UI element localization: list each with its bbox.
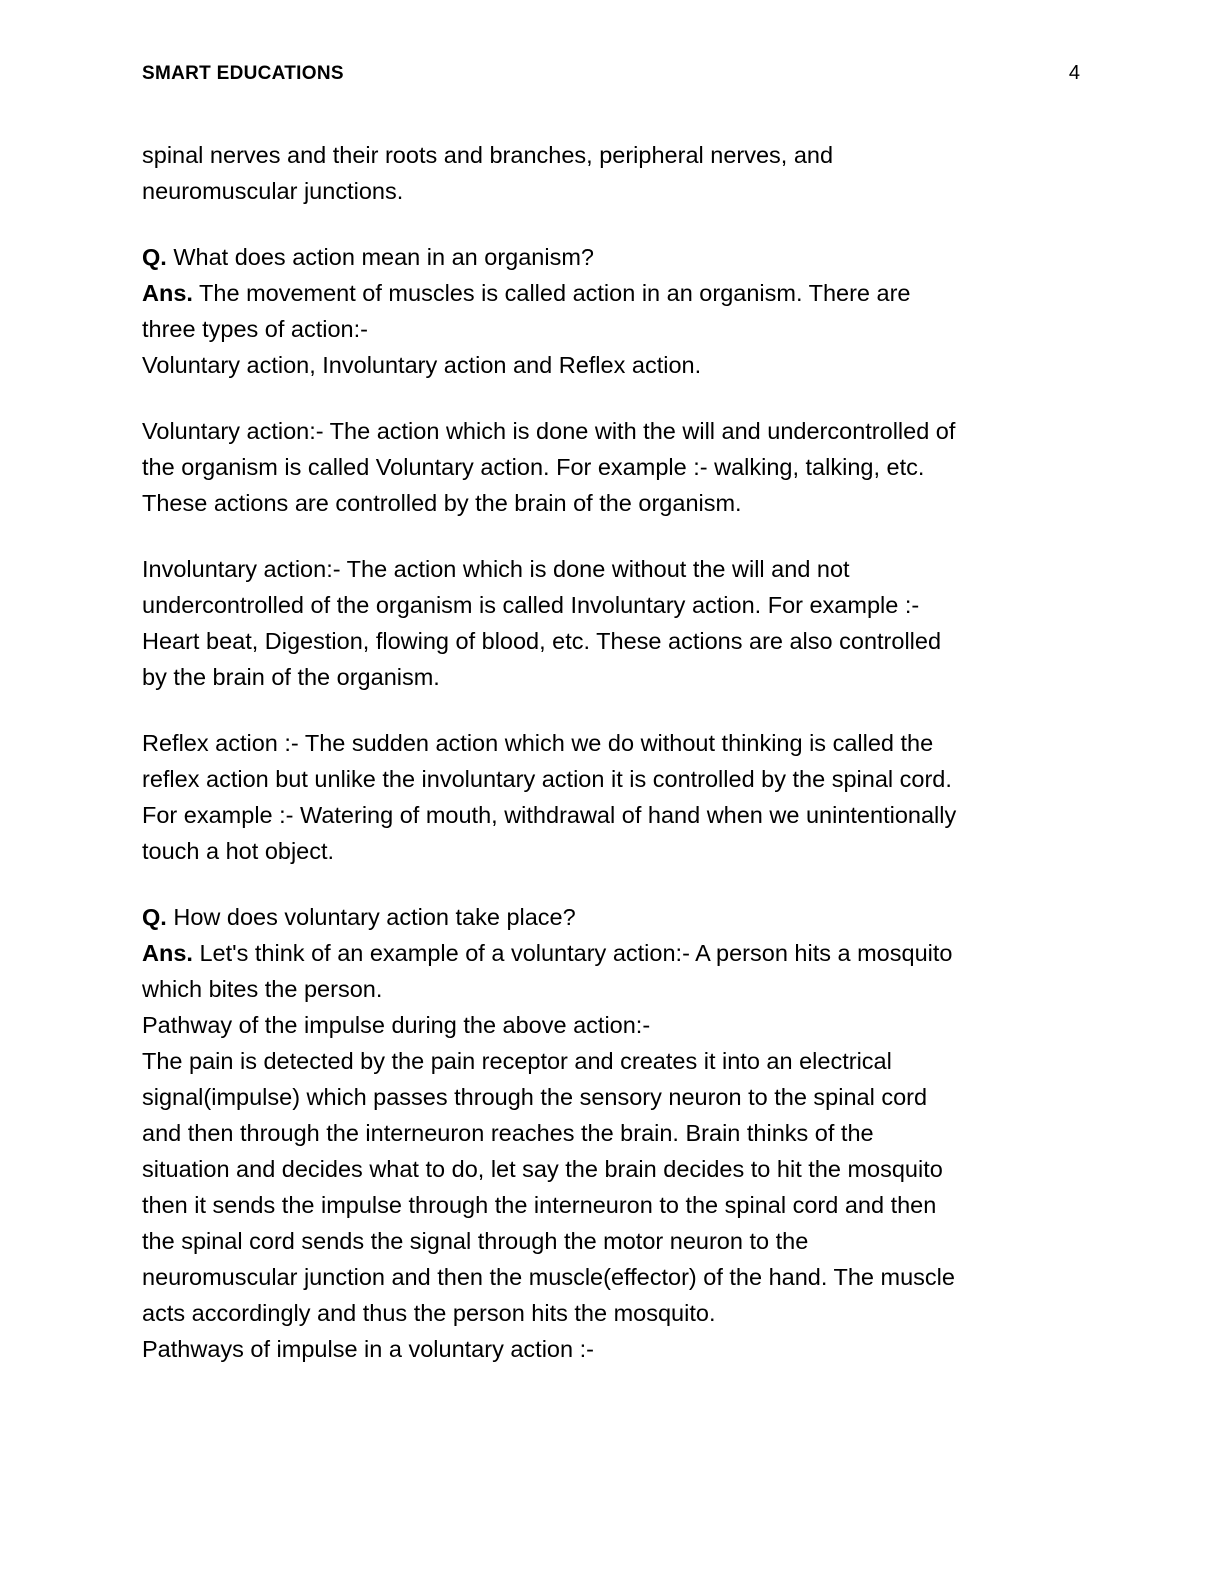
text-line: then it sends the impulse through the interneuron to the spinal cord and then <box>142 1192 937 1218</box>
question-text: What does action mean in an organism? <box>166 244 594 270</box>
document-body <box>142 137 1084 1367</box>
answer-label: Ans. <box>142 940 193 966</box>
text-line: Pathway of the impulse during the above action:- <box>142 1012 651 1038</box>
text-line: three types of action:- <box>142 316 368 342</box>
question-line <box>142 239 1084 275</box>
paragraph-reflex-action <box>142 725 1084 869</box>
text-line: by the brain of the organism. <box>142 664 440 690</box>
text-line: These actions are controlled by the brain of the organism. <box>142 490 742 516</box>
question-label: Q. <box>142 244 167 270</box>
answer-line <box>142 275 1084 311</box>
answer-label: Ans. <box>142 280 193 306</box>
text-line: neuromuscular junctions. <box>142 178 404 204</box>
paragraph-intro <box>142 137 1084 209</box>
question-line <box>142 899 1084 935</box>
page-header <box>142 62 1084 85</box>
paragraph-question-action-meaning <box>142 239 1084 383</box>
text-line: For example :- Watering of mouth, withdrawal of hand when we unintentionally <box>142 802 957 828</box>
text-line: Reflex action :- The sudden action which we do without thinking is called the <box>142 730 934 756</box>
text-line: Heart beat, Digestion, flowing of blood, etc. These actions are also controlled <box>142 628 942 654</box>
text-line: signal(impulse) which passes through the sensory neuron to the spinal cord <box>142 1084 928 1110</box>
question-label: Q. <box>142 904 167 930</box>
text-line: The pain is detected by the pain receptor and creates it into an electrical <box>142 1048 892 1074</box>
answer-line <box>142 935 1084 971</box>
text-line: spinal nerves and their roots and branches, peripheral nerves, and <box>142 142 834 168</box>
document-title: SMART EDUCATIONS <box>142 63 344 84</box>
text-line: the organism is called Voluntary action. For example :- walking, talking, etc. <box>142 454 925 480</box>
text-line: Pathways of impulse in a voluntary action :- <box>142 1336 594 1362</box>
text-line: reflex action but unlike the involuntary action it is controlled by the spinal cord. <box>142 766 952 792</box>
question-text: How does voluntary action take place? <box>166 904 576 930</box>
text-line: and then through the interneuron reaches the brain. Brain thinks of the <box>142 1120 874 1146</box>
text-line: touch a hot object. <box>142 838 335 864</box>
paragraph-question-voluntary-pathway <box>142 899 1084 1367</box>
text-line: acts accordingly and thus the person hits the mosquito. <box>142 1300 716 1326</box>
paragraph-involuntary-action <box>142 551 1084 695</box>
text-line: which bites the person. <box>142 976 383 1002</box>
text-line: neuromuscular junction and then the muscle(effector) of the hand. The muscle <box>142 1264 955 1290</box>
text-line: Voluntary action, Involuntary action and Reflex action. <box>142 352 702 378</box>
answer-text: Let's think of an example of a voluntary action:- A person hits a mosquito <box>192 940 953 966</box>
text-line: Voluntary action:- The action which is done with the will and undercontrolled of <box>142 418 956 444</box>
page-number: 4 <box>1068 62 1080 84</box>
text-line: the spinal cord sends the signal through the motor neuron to the <box>142 1228 809 1254</box>
text-line: undercontrolled of the organism is called Involuntary action. For example :- <box>142 592 920 618</box>
answer-text: The movement of muscles is called action in an organism. There are <box>192 280 911 306</box>
paragraph-voluntary-action <box>142 413 1084 521</box>
text-line: situation and decides what to do, let say the brain decides to hit the mosquito <box>142 1156 943 1182</box>
text-line: Involuntary action:- The action which is done without the will and not <box>142 556 850 582</box>
